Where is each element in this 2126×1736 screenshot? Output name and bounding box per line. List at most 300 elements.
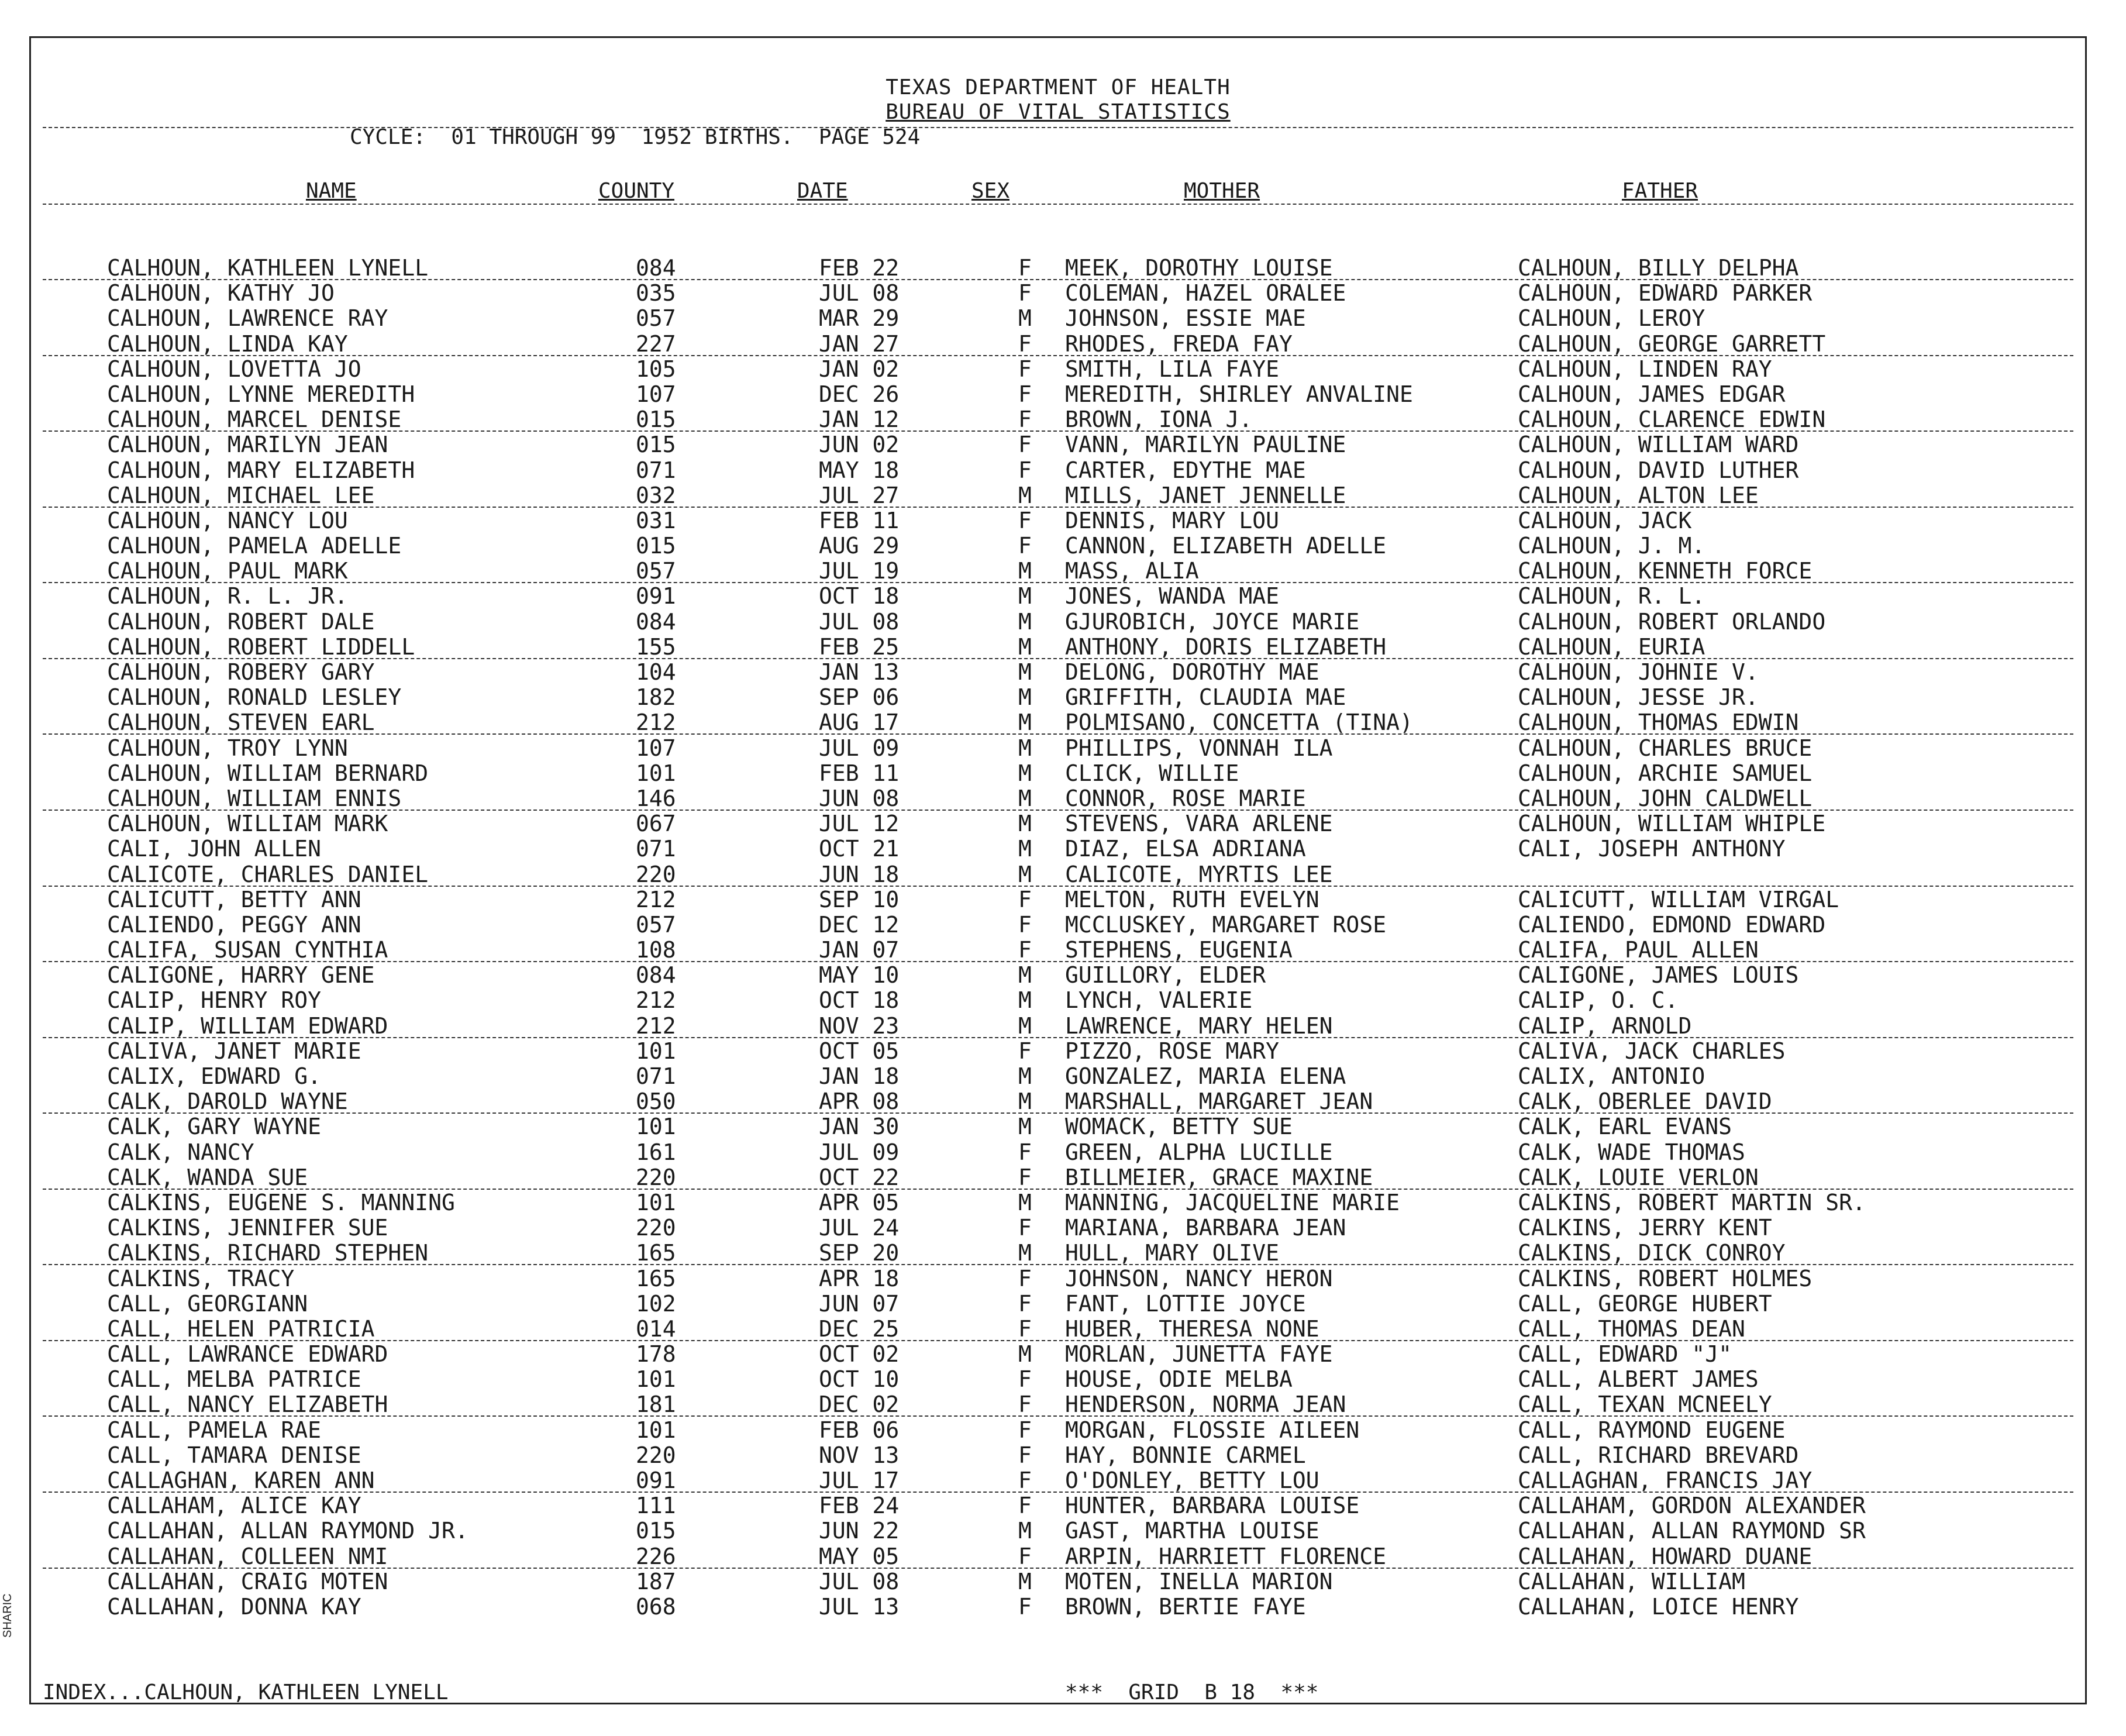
table-row	[31, 1569, 2085, 1594]
cell-date: OCT 18	[819, 987, 900, 1014]
cell-name: CALHOUN, LINDA KAY	[107, 330, 348, 357]
cell-sex: F	[1018, 937, 1032, 963]
cell-mother: VANN, MARILYN PAULINE	[1065, 432, 1346, 458]
table-row	[31, 407, 2085, 432]
grid-footer: *** GRID B 18 ***	[1065, 1680, 1319, 1704]
table-row	[31, 533, 2085, 559]
cell-date: JUN 18	[819, 861, 900, 887]
cell-name: CALKINS, JENNIFER SUE	[107, 1215, 388, 1241]
table-row	[31, 1140, 2085, 1165]
cell-mother: BILLMEIER, GRACE MAXINE	[1065, 1164, 1373, 1190]
cell-date: OCT 21	[819, 836, 900, 862]
cell-county: 182	[636, 684, 676, 711]
cell-mother: ARPIN, HARRIETT FLORENCE	[1065, 1543, 1387, 1569]
cell-father: CALICUTT, WILLIAM VIRGAL	[1518, 886, 1839, 912]
cell-date: DEC 26	[819, 381, 900, 407]
cell-mother: JONES, WANDA MAE	[1065, 583, 1280, 609]
cell-father: CALL, RICHARD BREVARD	[1518, 1442, 1799, 1468]
cell-county: 050	[636, 1089, 676, 1115]
document-frame	[29, 36, 2087, 1704]
cell-date: JUN 02	[819, 432, 900, 458]
cell-name: CALK, GARY WAYNE	[107, 1114, 322, 1140]
cell-county: 035	[636, 280, 676, 306]
cell-sex: M	[1018, 760, 1032, 786]
table-row	[31, 1594, 2085, 1620]
cell-county: 226	[636, 1543, 676, 1569]
cell-mother: MEREDITH, SHIRLEY ANVALINE	[1065, 381, 1413, 407]
cell-date: JUL 08	[819, 608, 900, 635]
cell-county: 091	[636, 583, 676, 609]
cell-county: 101	[636, 1114, 676, 1140]
cell-mother: GJUROBICH, JOYCE MARIE	[1065, 608, 1360, 635]
cell-date: JUN 08	[819, 785, 900, 811]
cell-date: JUL 12	[819, 811, 900, 837]
cell-father: CALHOUN, EURIA	[1518, 633, 1705, 660]
cell-father: CALLAHAN, LOICE HENRY	[1518, 1593, 1799, 1620]
cell-name: CALHOUN, MARCEL DENISE	[107, 407, 402, 433]
cell-name: CALICOTE, CHARLES DANIEL	[107, 861, 429, 887]
cell-mother: MARSHALL, MARGARET JEAN	[1065, 1089, 1373, 1115]
cell-date: FEB 11	[819, 760, 900, 786]
cell-father: CALK, WADE THOMAS	[1518, 1139, 1745, 1165]
cell-county: 091	[636, 1468, 676, 1493]
table-row	[31, 635, 2085, 660]
cell-sex: M	[1018, 1063, 1032, 1089]
cell-mother: GAST, MARTHA LOUISE	[1065, 1518, 1319, 1544]
table-row	[31, 332, 2085, 357]
cell-name: CALKINS, RICHARD STEPHEN	[107, 1240, 429, 1266]
cell-name: CALHOUN, WILLIAM MARK	[107, 811, 388, 837]
cell-date: OCT 18	[819, 583, 900, 609]
cell-county: 155	[636, 633, 676, 660]
cell-name: CALIP, HENRY ROY	[107, 987, 322, 1014]
cell-name: CALIP, WILLIAM EDWARD	[107, 1012, 388, 1039]
cell-sex: M	[1018, 583, 1032, 609]
cell-county: 015	[636, 533, 676, 559]
cell-mother: HAY, BONNIE CARMEL	[1065, 1442, 1306, 1468]
cell-county: 220	[636, 1215, 676, 1241]
cell-name: CALKINS, TRACY	[107, 1265, 295, 1291]
cell-sex: M	[1018, 1240, 1032, 1266]
cell-date: FEB 11	[819, 507, 900, 533]
table-row	[31, 1367, 2085, 1392]
cell-date: MAY 05	[819, 1543, 900, 1569]
table-row	[31, 736, 2085, 761]
table-row	[31, 1493, 2085, 1518]
cell-county: 212	[636, 1012, 676, 1039]
table-row	[31, 1190, 2085, 1215]
table-row	[31, 1089, 2085, 1114]
cell-name: CALK, DAROLD WAYNE	[107, 1089, 348, 1115]
table-row	[31, 508, 2085, 533]
cell-sex: F	[1018, 1164, 1032, 1190]
cell-sex: M	[1018, 482, 1032, 508]
cell-date: APR 05	[819, 1189, 900, 1215]
cell-father: CALL, RAYMOND EUGENE	[1518, 1417, 1786, 1443]
cell-date: JUL 24	[819, 1215, 900, 1241]
cell-sex: M	[1018, 962, 1032, 988]
cell-county: 057	[636, 558, 676, 584]
cell-father: CALHOUN, LINDEN RAY	[1518, 356, 1772, 382]
cell-mother: JOHNSON, ESSIE MAE	[1065, 305, 1306, 332]
cell-date: JAN 18	[819, 1063, 900, 1089]
table-row	[31, 1342, 2085, 1367]
cell-county: 220	[636, 1442, 676, 1468]
cell-date: JUN 22	[819, 1518, 900, 1544]
cell-county: 220	[636, 1164, 676, 1190]
cell-name: CALHOUN, MICHAEL LEE	[107, 482, 375, 508]
cell-date: SEP 06	[819, 684, 900, 711]
table-row	[31, 483, 2085, 508]
cell-mother: MEEK, DOROTHY LOUISE	[1065, 255, 1333, 281]
cell-name: CALIFA, SUSAN CYNTHIA	[107, 937, 388, 963]
cell-mother: MORGAN, FLOSSIE AILEEN	[1065, 1417, 1360, 1443]
cell-father: CALHOUN, R. L.	[1518, 583, 1705, 609]
cell-county: 212	[636, 709, 676, 736]
cell-father: CALLAHAN, WILLIAM	[1518, 1568, 1745, 1594]
cell-date: OCT 10	[819, 1366, 900, 1393]
cell-name: CALHOUN, TROY LYNN	[107, 735, 348, 761]
cell-mother: HOUSE, ODIE MELBA	[1065, 1366, 1293, 1393]
cell-father: CALIP, ARNOLD	[1518, 1012, 1692, 1039]
cell-name: CALHOUN, WILLIAM ENNIS	[107, 785, 402, 811]
cell-mother: GREEN, ALPHA LUCILLE	[1065, 1139, 1333, 1165]
cell-sex: F	[1018, 911, 1032, 938]
cell-mother: MASS, ALIA	[1065, 558, 1199, 584]
cell-name: CALHOUN, KATHY JO	[107, 280, 335, 306]
table-row	[31, 710, 2085, 735]
cell-name: CALL, MELBA PATRICE	[107, 1366, 361, 1393]
cell-father: CALLAGHAN, FRANCIS JAY	[1518, 1468, 1813, 1493]
cell-father: CALKINS, JERRY KENT	[1518, 1215, 1772, 1241]
cell-name: CALHOUN, MARY ELIZABETH	[107, 457, 415, 483]
table-row	[31, 1266, 2085, 1291]
cell-name: CALHOUN, NANCY LOU	[107, 507, 348, 533]
cell-date: FEB 24	[819, 1493, 900, 1519]
cell-county: 067	[636, 811, 676, 837]
cell-date: SEP 20	[819, 1240, 900, 1266]
cell-mother: ANTHONY, DORIS ELIZABETH	[1065, 633, 1387, 660]
cell-mother: MANNING, JACQUELINE MARIE	[1065, 1189, 1400, 1215]
cell-sex: M	[1018, 811, 1032, 837]
cell-date: AUG 29	[819, 533, 900, 559]
cell-date: JAN 02	[819, 356, 900, 382]
cell-name: CALL, NANCY ELIZABETH	[107, 1391, 388, 1418]
cell-mother: HUBER, THERESA NONE	[1065, 1315, 1319, 1342]
cell-father: CALHOUN, DAVID LUTHER	[1518, 457, 1799, 483]
table-row	[31, 1064, 2085, 1089]
cell-sex: F	[1018, 1417, 1032, 1443]
cell-date: JUL 08	[819, 1568, 900, 1594]
cell-sex: F	[1018, 255, 1032, 281]
cell-name: CALHOUN, WILLIAM BERNARD	[107, 760, 429, 786]
cell-father: CALLAHAN, ALLAN RAYMOND SR	[1518, 1518, 1866, 1544]
cell-name: CALHOUN, R. L. JR.	[107, 583, 348, 609]
cell-county: 031	[636, 507, 676, 533]
cell-mother: CARTER, EDYTHE MAE	[1065, 457, 1306, 483]
cell-county: 084	[636, 962, 676, 988]
table-row	[31, 1165, 2085, 1190]
table-row	[31, 357, 2085, 382]
table-row	[31, 1215, 2085, 1241]
cell-date: FEB 06	[819, 1417, 900, 1443]
cell-father: CALL, EDWARD "J"	[1518, 1341, 1732, 1368]
cell-date: JUL 19	[819, 558, 900, 584]
cell-name: CALLAGHAN, KAREN ANN	[107, 1468, 375, 1493]
cell-county: 104	[636, 659, 676, 685]
cell-father: CALHOUN, BILLY DELPHA	[1518, 255, 1799, 281]
table-row	[31, 1544, 2085, 1569]
cell-mother: WOMACK, BETTY SUE	[1065, 1114, 1293, 1140]
cell-name: CALL, LAWRANCE EDWARD	[107, 1341, 388, 1368]
cell-county: 057	[636, 911, 676, 938]
cell-sex: M	[1018, 633, 1032, 660]
cell-date: JUL 13	[819, 1593, 900, 1620]
cell-name: CALIVA, JANET MARIE	[107, 1038, 361, 1064]
header-line-2: BUREAU OF VITAL STATISTICS	[885, 100, 1231, 124]
cell-county: 212	[636, 987, 676, 1014]
cell-date: JAN 27	[819, 330, 900, 357]
cell-mother: DIAZ, ELSA ADRIANA	[1065, 836, 1306, 862]
cell-date: JUL 09	[819, 735, 900, 761]
cell-mother: RHODES, FREDA FAY	[1065, 330, 1293, 357]
cell-mother: LYNCH, VALERIE	[1065, 987, 1253, 1014]
cell-father: CALHOUN, ALTON LEE	[1518, 482, 1759, 508]
cell-sex: F	[1018, 533, 1032, 559]
cell-mother: MCCLUSKEY, MARGARET ROSE	[1065, 911, 1387, 938]
cell-sex: F	[1018, 1593, 1032, 1620]
cell-date: MAY 10	[819, 962, 900, 988]
side-mark: SHARIC	[1, 1593, 14, 1638]
cell-father: CALK, LOUIE VERLON	[1518, 1164, 1759, 1190]
cell-date: JAN 13	[819, 659, 900, 685]
cell-date: OCT 22	[819, 1164, 900, 1190]
cell-county: 161	[636, 1139, 676, 1165]
cell-county: 084	[636, 608, 676, 635]
cell-sex: M	[1018, 785, 1032, 811]
cell-mother: CALICOTE, MYRTIS LEE	[1065, 861, 1333, 887]
cell-name: CALHOUN, LAWRENCE RAY	[107, 305, 388, 332]
cell-date: MAR 29	[819, 305, 900, 332]
cell-date: APR 18	[819, 1265, 900, 1291]
table-row	[31, 306, 2085, 331]
cell-mother: CANNON, ELIZABETH ADELLE	[1065, 533, 1387, 559]
cell-county: 108	[636, 937, 676, 963]
cell-father: CALIENDO, EDMOND EDWARD	[1518, 911, 1826, 938]
cell-date: JUN 07	[819, 1290, 900, 1317]
cell-father: CALKINS, ROBERT HOLMES	[1518, 1265, 1813, 1291]
cell-mother: HENDERSON, NORMA JEAN	[1065, 1391, 1346, 1418]
cell-mother: FANT, LOTTIE JOYCE	[1065, 1290, 1306, 1317]
cell-father: CALIP, O. C.	[1518, 987, 1679, 1014]
cell-father: CALHOUN, KENNETH FORCE	[1518, 558, 1813, 584]
cell-county: 227	[636, 330, 676, 357]
cell-father: CALKINS, DICK CONROY	[1518, 1240, 1786, 1266]
cell-county: 068	[636, 1593, 676, 1620]
cell-name: CALHOUN, STEVEN EARL	[107, 709, 375, 736]
cell-sex: F	[1018, 1315, 1032, 1342]
col-sex-header: SEX	[971, 179, 1010, 203]
table-row	[31, 685, 2085, 710]
cell-mother: HULL, MARY OLIVE	[1065, 1240, 1280, 1266]
cell-sex: F	[1018, 1391, 1032, 1418]
cell-father: CALHOUN, GEORGE GARRETT	[1518, 330, 1826, 357]
cell-mother: MELTON, RUTH EVELYN	[1065, 886, 1319, 912]
cell-father: CALI, JOSEPH ANTHONY	[1518, 836, 1786, 862]
cell-sex: F	[1018, 1265, 1032, 1291]
cell-county: 102	[636, 1290, 676, 1317]
cell-sex: M	[1018, 659, 1032, 685]
table-row	[31, 862, 2085, 887]
table-row	[31, 912, 2085, 938]
cell-sex: M	[1018, 1518, 1032, 1544]
cell-mother: GRIFFITH, CLAUDIA MAE	[1065, 684, 1346, 711]
cell-name: CALHOUN, RONALD LESLEY	[107, 684, 402, 711]
cell-sex: F	[1018, 1442, 1032, 1468]
cell-county: 101	[636, 1038, 676, 1064]
cell-sex: M	[1018, 836, 1032, 862]
table-row	[31, 1114, 2085, 1139]
cell-county: 084	[636, 255, 676, 281]
table-row	[31, 887, 2085, 912]
cell-date: JUL 09	[819, 1139, 900, 1165]
cell-mother: CONNOR, ROSE MARIE	[1065, 785, 1306, 811]
cell-mother: PHILLIPS, VONNAH ILA	[1065, 735, 1333, 761]
cell-name: CALKINS, EUGENE S. MANNING	[107, 1189, 455, 1215]
cell-county: 071	[636, 836, 676, 862]
table-row	[31, 1241, 2085, 1266]
cell-date: NOV 13	[819, 1442, 900, 1468]
cell-father: CALHOUN, ARCHIE SAMUEL	[1518, 760, 1813, 786]
cell-sex: M	[1018, 709, 1032, 736]
col-county-header: COUNTY	[598, 179, 675, 203]
cell-sex: M	[1018, 305, 1032, 332]
cell-county: 101	[636, 1189, 676, 1215]
cell-father: CALL, TEXAN MCNEELY	[1518, 1391, 1772, 1418]
cell-sex: M	[1018, 861, 1032, 887]
cell-county: 165	[636, 1265, 676, 1291]
cell-mother: STEPHENS, EUGENIA	[1065, 937, 1293, 963]
cell-sex: M	[1018, 558, 1032, 584]
cell-name: CALLAHAN, DONNA KAY	[107, 1593, 361, 1620]
cell-county: 015	[636, 432, 676, 458]
table-row	[31, 281, 2085, 306]
table-row	[31, 786, 2085, 811]
cell-mother: DELONG, DOROTHY MAE	[1065, 659, 1319, 685]
cell-father: CALK, OBERLEE DAVID	[1518, 1089, 1772, 1115]
cell-mother: LAWRENCE, MARY HELEN	[1065, 1012, 1333, 1039]
col-name-header: NAME	[306, 179, 357, 203]
cell-father: CALLAHAM, GORDON ALEXANDER	[1518, 1493, 1866, 1519]
cell-father: CALHOUN, ROBERT ORLANDO	[1518, 608, 1826, 635]
col-date-header: DATE	[797, 179, 848, 203]
cell-father: CALHOUN, J. M.	[1518, 533, 1705, 559]
cell-county: 014	[636, 1315, 676, 1342]
cell-name: CALL, PAMELA RAE	[107, 1417, 322, 1443]
cell-sex: F	[1018, 381, 1032, 407]
cell-name: CALL, GEORGIANN	[107, 1290, 308, 1317]
cell-mother: GUILLORY, ELDER	[1065, 962, 1266, 988]
cell-father: CALL, THOMAS DEAN	[1518, 1315, 1745, 1342]
cell-father: CALLAHAN, HOWARD DUANE	[1518, 1543, 1813, 1569]
cell-mother: BROWN, IONA J.	[1065, 407, 1253, 433]
cell-sex: M	[1018, 684, 1032, 711]
cell-mother: O'DONLEY, BETTY LOU	[1065, 1468, 1319, 1493]
table-row	[31, 609, 2085, 635]
table-row	[31, 938, 2085, 963]
cell-county: 015	[636, 407, 676, 433]
cell-mother: POLMISANO, CONCETTA (TINA)	[1065, 709, 1413, 736]
cell-name: CALLAHAM, ALICE KAY	[107, 1493, 361, 1519]
cell-county: 101	[636, 760, 676, 786]
cell-mother: GONZALEZ, MARIA ELENA	[1065, 1063, 1346, 1089]
cell-sex: F	[1018, 1543, 1032, 1569]
cell-sex: M	[1018, 1341, 1032, 1368]
cell-sex: M	[1018, 1114, 1032, 1140]
cell-date: OCT 02	[819, 1341, 900, 1368]
cell-name: CALK, NANCY	[107, 1139, 254, 1165]
cell-county: 101	[636, 1366, 676, 1393]
cell-date: JUL 17	[819, 1468, 900, 1493]
cell-county: 057	[636, 305, 676, 332]
cell-county: 165	[636, 1240, 676, 1266]
cell-name: CALHOUN, KATHLEEN LYNELL	[107, 255, 429, 281]
cell-date: JAN 07	[819, 937, 900, 963]
cell-father: CALHOUN, WILLIAM WHIPLE	[1518, 811, 1826, 837]
cell-mother: SMITH, LILA FAYE	[1065, 356, 1280, 382]
cell-name: CALLAHAN, CRAIG MOTEN	[107, 1568, 388, 1594]
cell-father: CALKINS, ROBERT MARTIN SR.	[1518, 1189, 1866, 1215]
cell-name: CALHOUN, PAUL MARK	[107, 558, 348, 584]
col-mother-header: MOTHER	[1184, 179, 1260, 203]
cell-name: CALLAHAN, ALLAN RAYMOND JR.	[107, 1518, 468, 1544]
cell-sex: F	[1018, 1139, 1032, 1165]
cell-date: SEP 10	[819, 886, 900, 912]
cell-sex: F	[1018, 1366, 1032, 1393]
cell-name: CALHOUN, MARILYN JEAN	[107, 432, 388, 458]
cell-county: 111	[636, 1493, 676, 1519]
cell-sex: M	[1018, 1012, 1032, 1039]
header-divider	[43, 127, 2073, 128]
cell-sex: F	[1018, 432, 1032, 458]
cell-county: 015	[636, 1518, 676, 1544]
cell-county: 071	[636, 1063, 676, 1089]
cell-father: CALL, GEORGE HUBERT	[1518, 1290, 1772, 1317]
cell-name: CALL, HELEN PATRICIA	[107, 1315, 375, 1342]
table-row	[31, 1014, 2085, 1039]
cell-county: 107	[636, 735, 676, 761]
cycle-line: CYCLE: 01 THROUGH 99 1952 BIRTHS. PAGE 524	[350, 125, 921, 149]
cell-sex: F	[1018, 356, 1032, 382]
cell-father: CALHOUN, JESSE JR.	[1518, 684, 1759, 711]
header-line-1: TEXAS DEPARTMENT OF HEALTH	[885, 75, 1231, 99]
cell-father: CALHOUN, JAMES EDGAR	[1518, 381, 1786, 407]
cell-mother: CLICK, WILLIE	[1065, 760, 1239, 786]
cell-sex: F	[1018, 507, 1032, 533]
cell-father: CALHOUN, JOHN CALDWELL	[1518, 785, 1813, 811]
cell-name: CALHOUN, ROBERT LIDDELL	[107, 633, 415, 660]
table-row	[31, 1039, 2085, 1064]
cell-mother: HUNTER, BARBARA LOUISE	[1065, 1493, 1360, 1519]
table-row	[31, 1418, 2085, 1443]
cell-father: CALIX, ANTONIO	[1518, 1063, 1705, 1089]
cell-father: CALHOUN, CHARLES BRUCE	[1518, 735, 1813, 761]
cell-county: 220	[636, 861, 676, 887]
table-row	[31, 584, 2085, 609]
cell-sex: F	[1018, 886, 1032, 912]
cell-name: CALHOUN, ROBERT DALE	[107, 608, 375, 635]
table-row	[31, 1518, 2085, 1544]
